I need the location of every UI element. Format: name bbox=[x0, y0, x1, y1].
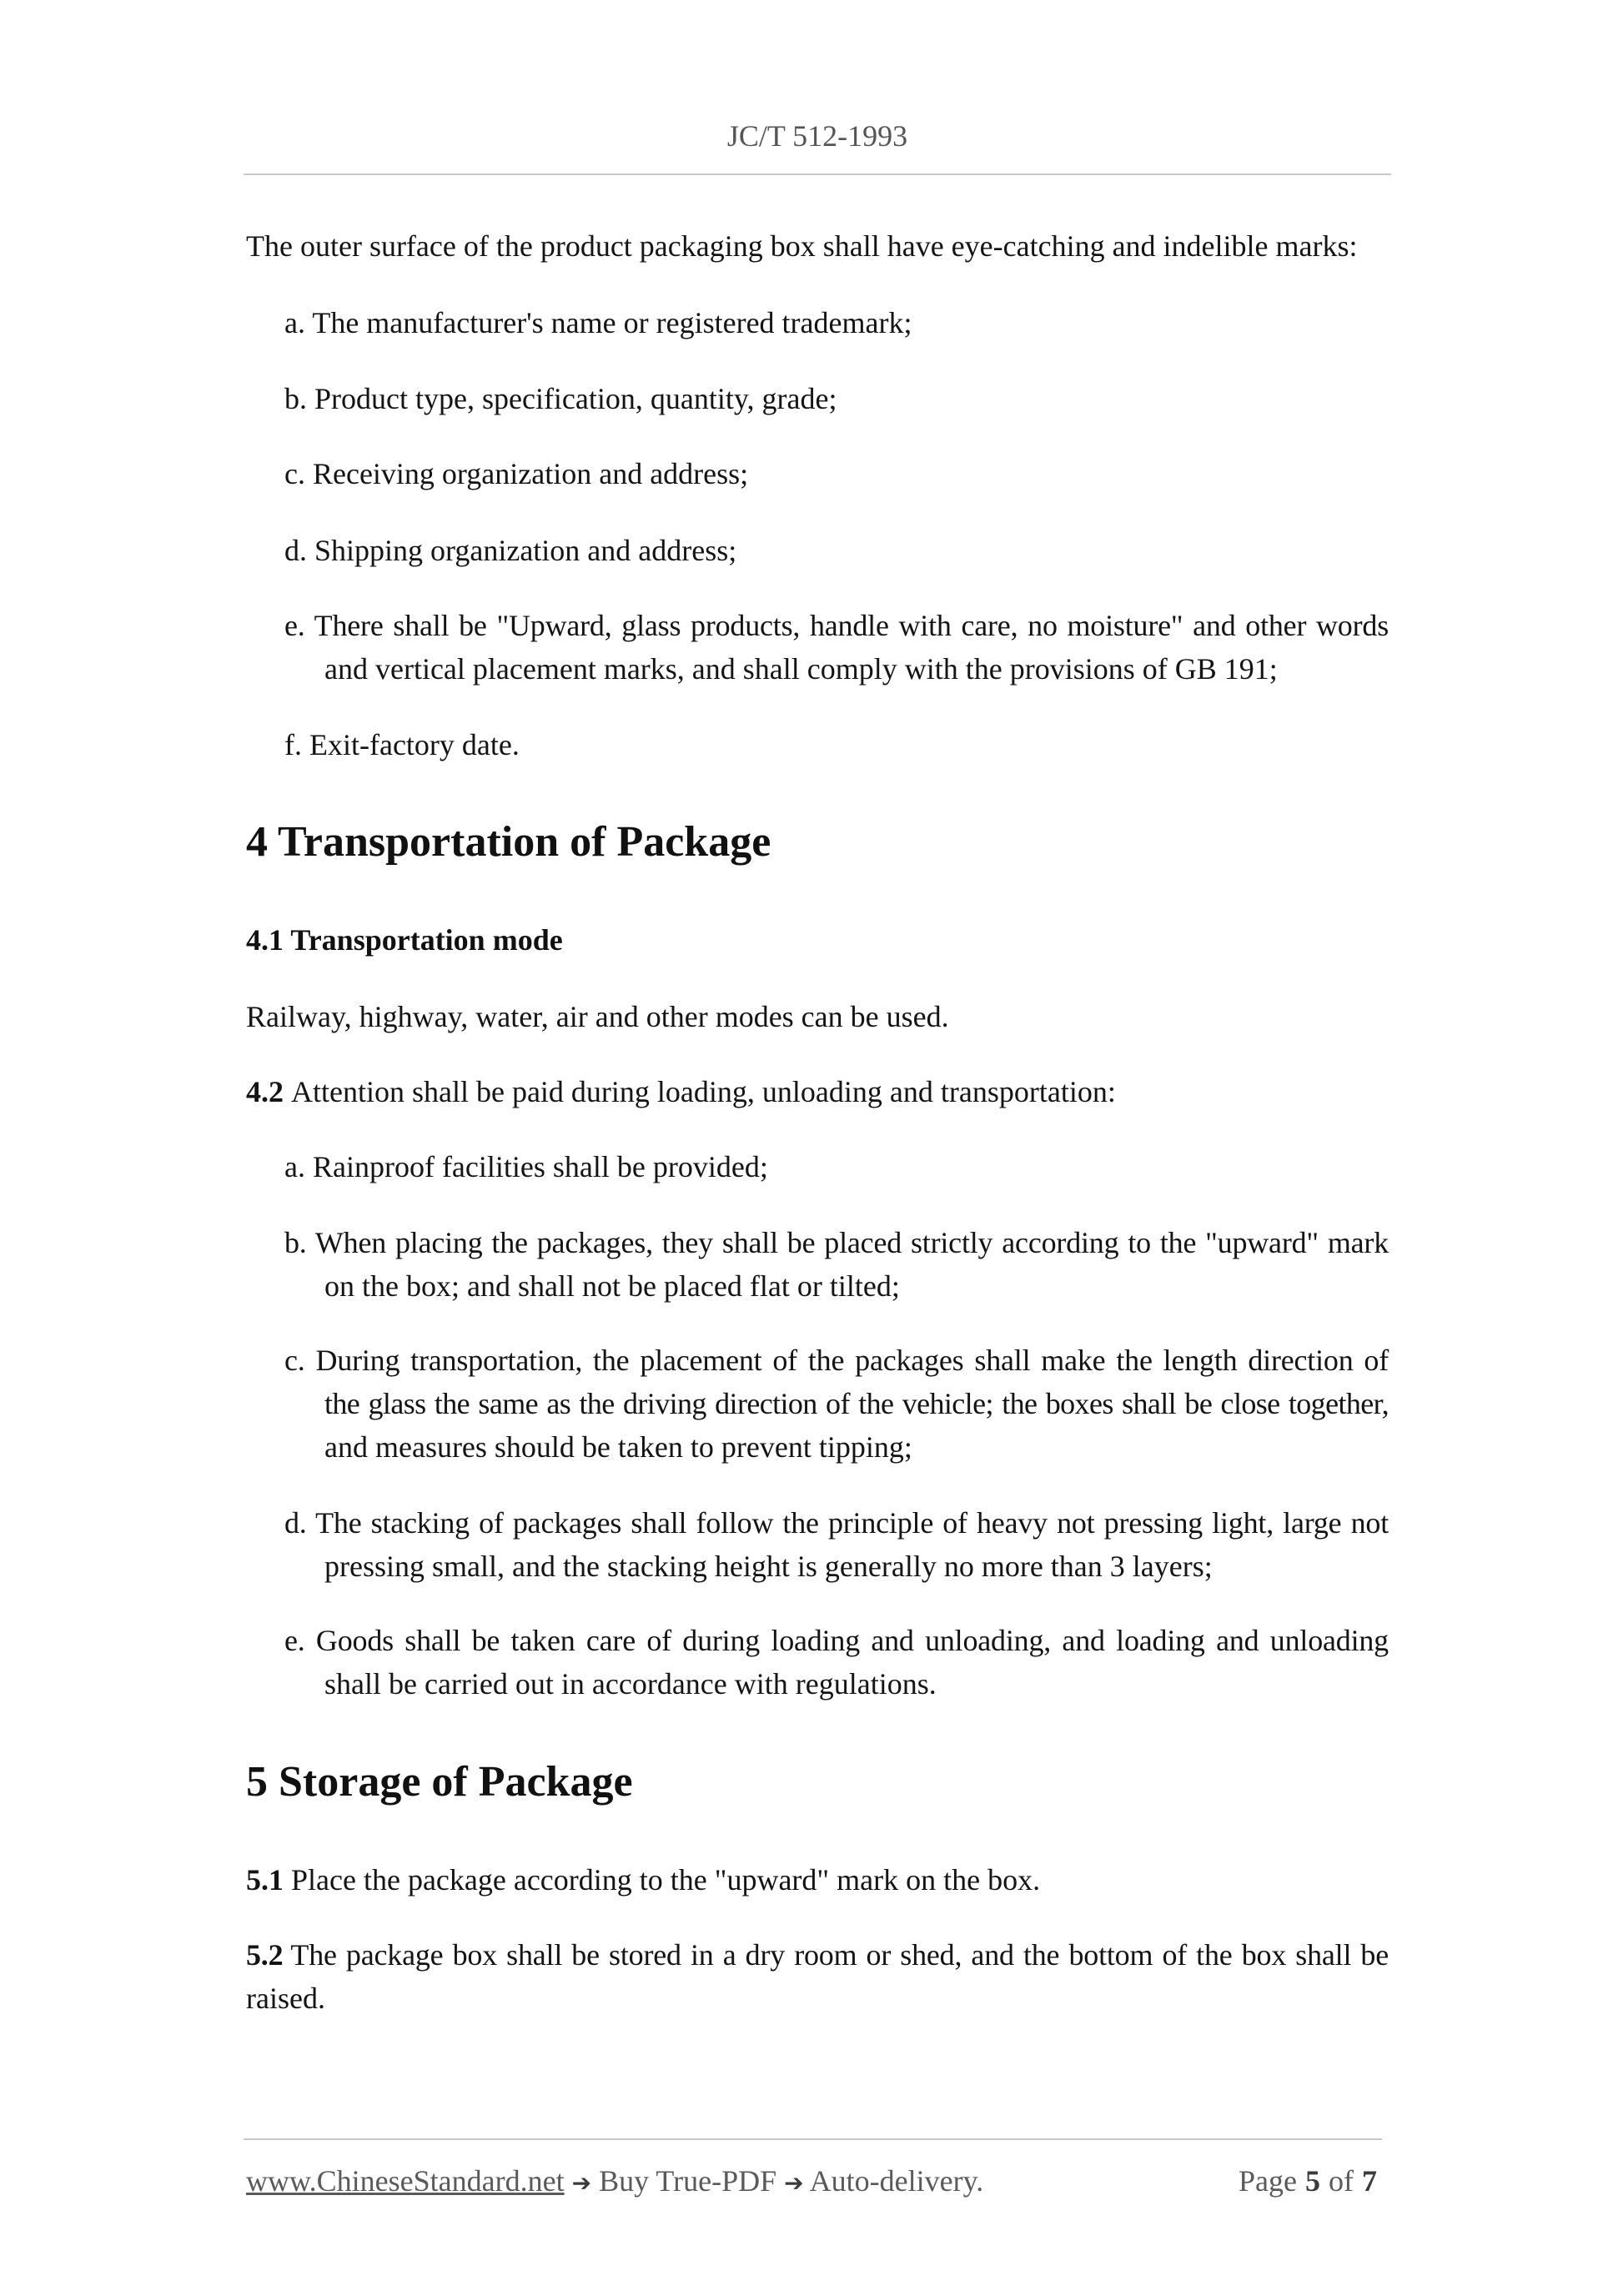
clause-number: 5.2 bbox=[246, 1938, 284, 1972]
total-pages-number: 7 bbox=[1362, 2164, 1377, 2198]
list-item-line: shall be carried out in accordance with regulations. bbox=[324, 1667, 937, 1701]
arrow-right-icon bbox=[784, 2164, 803, 2198]
current-page-number: 5 bbox=[1305, 2164, 1320, 2198]
list-item bbox=[284, 529, 1389, 572]
section-heading: 5 Storage of Package bbox=[246, 1758, 633, 1806]
page-label: Page bbox=[1239, 2164, 1297, 2198]
list-item-line: d. The stacking of packages shall follow the principle of heavy not pressing light, large not bbox=[284, 1506, 1389, 1540]
list-item bbox=[284, 452, 1389, 495]
list-item-line: c. During transportation, the placement of the packages shall make the length direction of bbox=[284, 1344, 1389, 1377]
list-item bbox=[284, 377, 1389, 420]
footer-divider bbox=[244, 2138, 1382, 2140]
list-item bbox=[284, 604, 1389, 691]
clause-text: The package box shall be stored in a dry room or shed, and the bottom of the box shall be bbox=[290, 1938, 1389, 1972]
list-item bbox=[284, 1221, 1389, 1308]
clause-paragraph bbox=[246, 1933, 1389, 2020]
list-item-line: and measures should be taken to prevent tipping; bbox=[324, 1430, 912, 1464]
section-heading: 4 Transportation of Package bbox=[246, 818, 771, 866]
paragraph: Railway, highway, water, air and other modes can be used. bbox=[246, 1000, 949, 1033]
list-item-line: pressing small, and the stacking height is generally no more than 3 layers; bbox=[324, 1550, 1213, 1583]
list-item-line: c. Receiving organization and address; bbox=[284, 457, 749, 490]
clause-line bbox=[246, 1933, 1389, 1977]
clause-text: Attention shall be paid during loading, unloading and transportation: bbox=[291, 1075, 1116, 1108]
list-item-line: d. Shipping organization and address; bbox=[284, 534, 737, 567]
list-item-line: and vertical placement marks, and shall comply with the provisions of GB 191; bbox=[324, 652, 1278, 686]
list-item-line: f. Exit-factory date. bbox=[284, 728, 520, 761]
clause-number: 5.1 bbox=[246, 1863, 284, 1897]
list-item bbox=[284, 1501, 1389, 1588]
list-item-line: a. The manufacturer's name or registered trademark; bbox=[284, 306, 912, 339]
clause-line: raised. bbox=[246, 1982, 325, 2015]
buy-true-pdf-text: Buy True-PDF bbox=[599, 2164, 777, 2198]
list-item bbox=[284, 1145, 1389, 1188]
document-code-header: JC/T 512-1993 bbox=[726, 119, 908, 153]
clause-paragraph bbox=[246, 1070, 1389, 1113]
header-divider bbox=[244, 173, 1391, 175]
page-indicator bbox=[1239, 2159, 1377, 2203]
footer-promo bbox=[246, 2159, 983, 2205]
list-item-line: b. Product type, specification, quantity, grade; bbox=[284, 382, 837, 415]
list-item bbox=[284, 723, 1389, 766]
clause-text: Place the package according to the "upward" mark on the box. bbox=[291, 1863, 1041, 1897]
list-item bbox=[284, 301, 1389, 344]
auto-delivery-text: Auto-delivery. bbox=[809, 2164, 984, 2198]
subsection-heading: 4.1 Transportation mode bbox=[246, 923, 563, 957]
list-item-line: the glass the same as the driving direction of the vehicle; the boxes shall be close together, bbox=[324, 1387, 1389, 1420]
list-item-line: on the box; and shall not be placed flat or tilted; bbox=[324, 1269, 900, 1303]
list-item bbox=[284, 1339, 1389, 1469]
list-item-line: e. Goods shall be taken care of during loading and unloading, and loading and unloading bbox=[284, 1624, 1389, 1657]
of-label: of bbox=[1329, 2164, 1354, 2198]
list-item-line: a. Rainproof facilities shall be provided; bbox=[284, 1150, 768, 1183]
list-item-line: b. When placing the packages, they shall be placed strictly according to the "upward" mark bbox=[284, 1226, 1389, 1259]
clause-paragraph bbox=[246, 1858, 1389, 1902]
arrow-right-icon bbox=[572, 2164, 591, 2198]
marking-intro-paragraph: The outer surface of the product packaging box shall have eye-catching and indelible marks: bbox=[246, 229, 1358, 263]
list-item-line: e. There shall be "Upward, glass products, handle with care, no moisture" and other words bbox=[284, 609, 1389, 642]
clause-number: 4.2 bbox=[246, 1075, 284, 1108]
list-item bbox=[284, 1619, 1389, 1706]
website-link[interactable]: www.ChineseStandard.net bbox=[246, 2164, 565, 2198]
